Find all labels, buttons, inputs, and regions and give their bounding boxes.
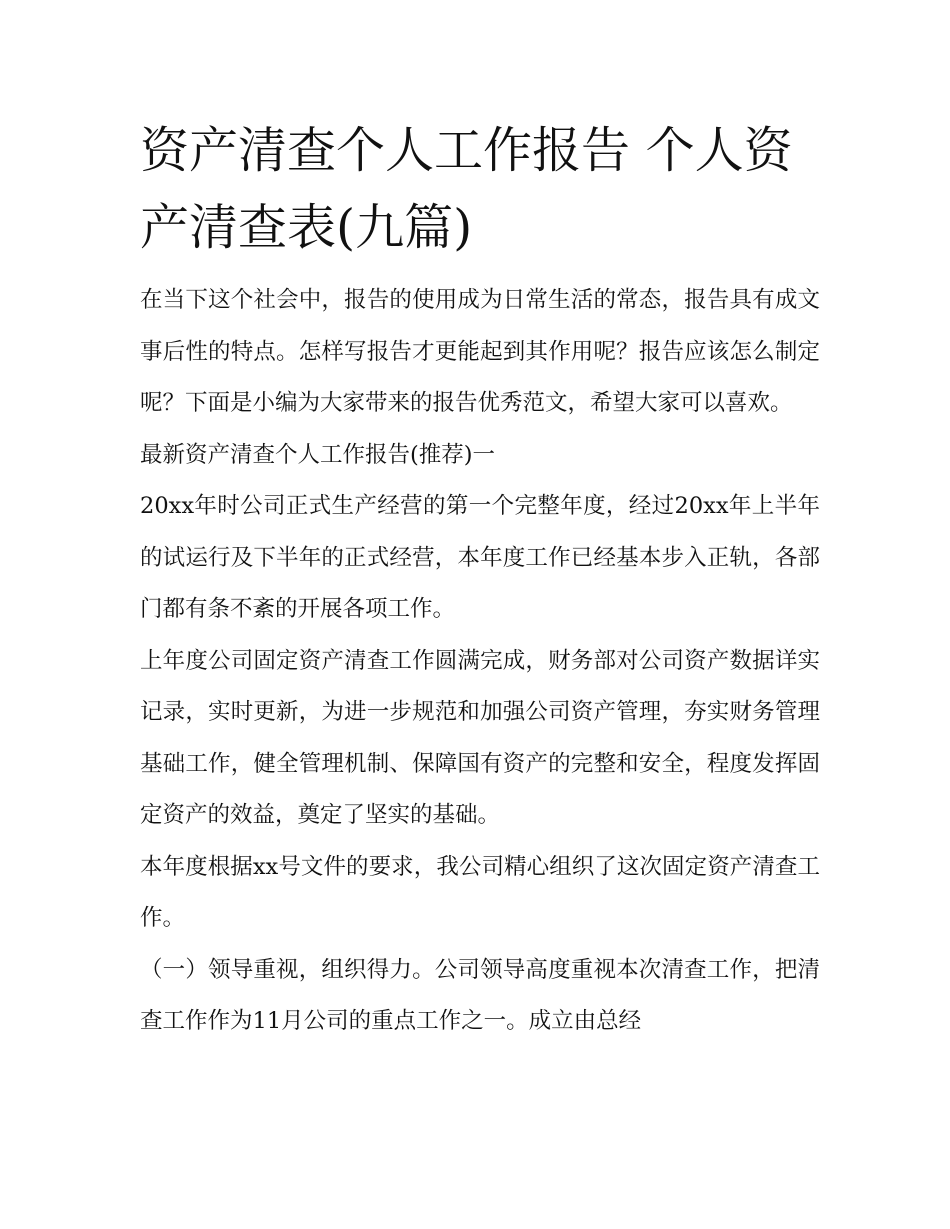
paragraph: （一）领导重视，组织得力。公司领导高度重视本次清查工作，把清查工作作为11月公司的重点工作之一。成立由总经	[140, 956, 820, 1034]
document-title: 资产清查个人工作报告 个人资产清查表(九篇)	[140, 122, 793, 256]
paragraph: 本年度根据xx号文件的要求，我公司精心组织了这次固定资产清查工作。	[140, 853, 820, 931]
section-heading: 最新资产清查个人工作报告(推荐)一	[140, 441, 496, 468]
document-body	[140, 275, 820, 1048]
paragraph: 上年度公司固定资产清查工作圆满完成，财务部对公司资产数据详实记录，实时更新，为进一步规范和加强公司资产管理，夯实财务管理基础工作，健全管理机制、保障国有资产的完整和安全，程度发挥固定资产的效益，奠定了坚实的基础。	[140, 647, 820, 828]
paragraph-intro: 在当下这个社会中，报告的使用成为日常生活的常态，报告具有成文事后性的特点。怎样写报告才更能起到其作用呢？报告应该怎么制定呢？下面是小编为大家带来的报告优秀范文，希望大家可以喜欢。	[140, 287, 820, 416]
paragraph: 20xx年时公司正式生产经营的第一个完整年度，经过20xx年上半年的试运行及下半年的正式经营，本年度工作已经基本步入正轨，各部门都有条不紊的开展各项工作。	[140, 493, 820, 622]
